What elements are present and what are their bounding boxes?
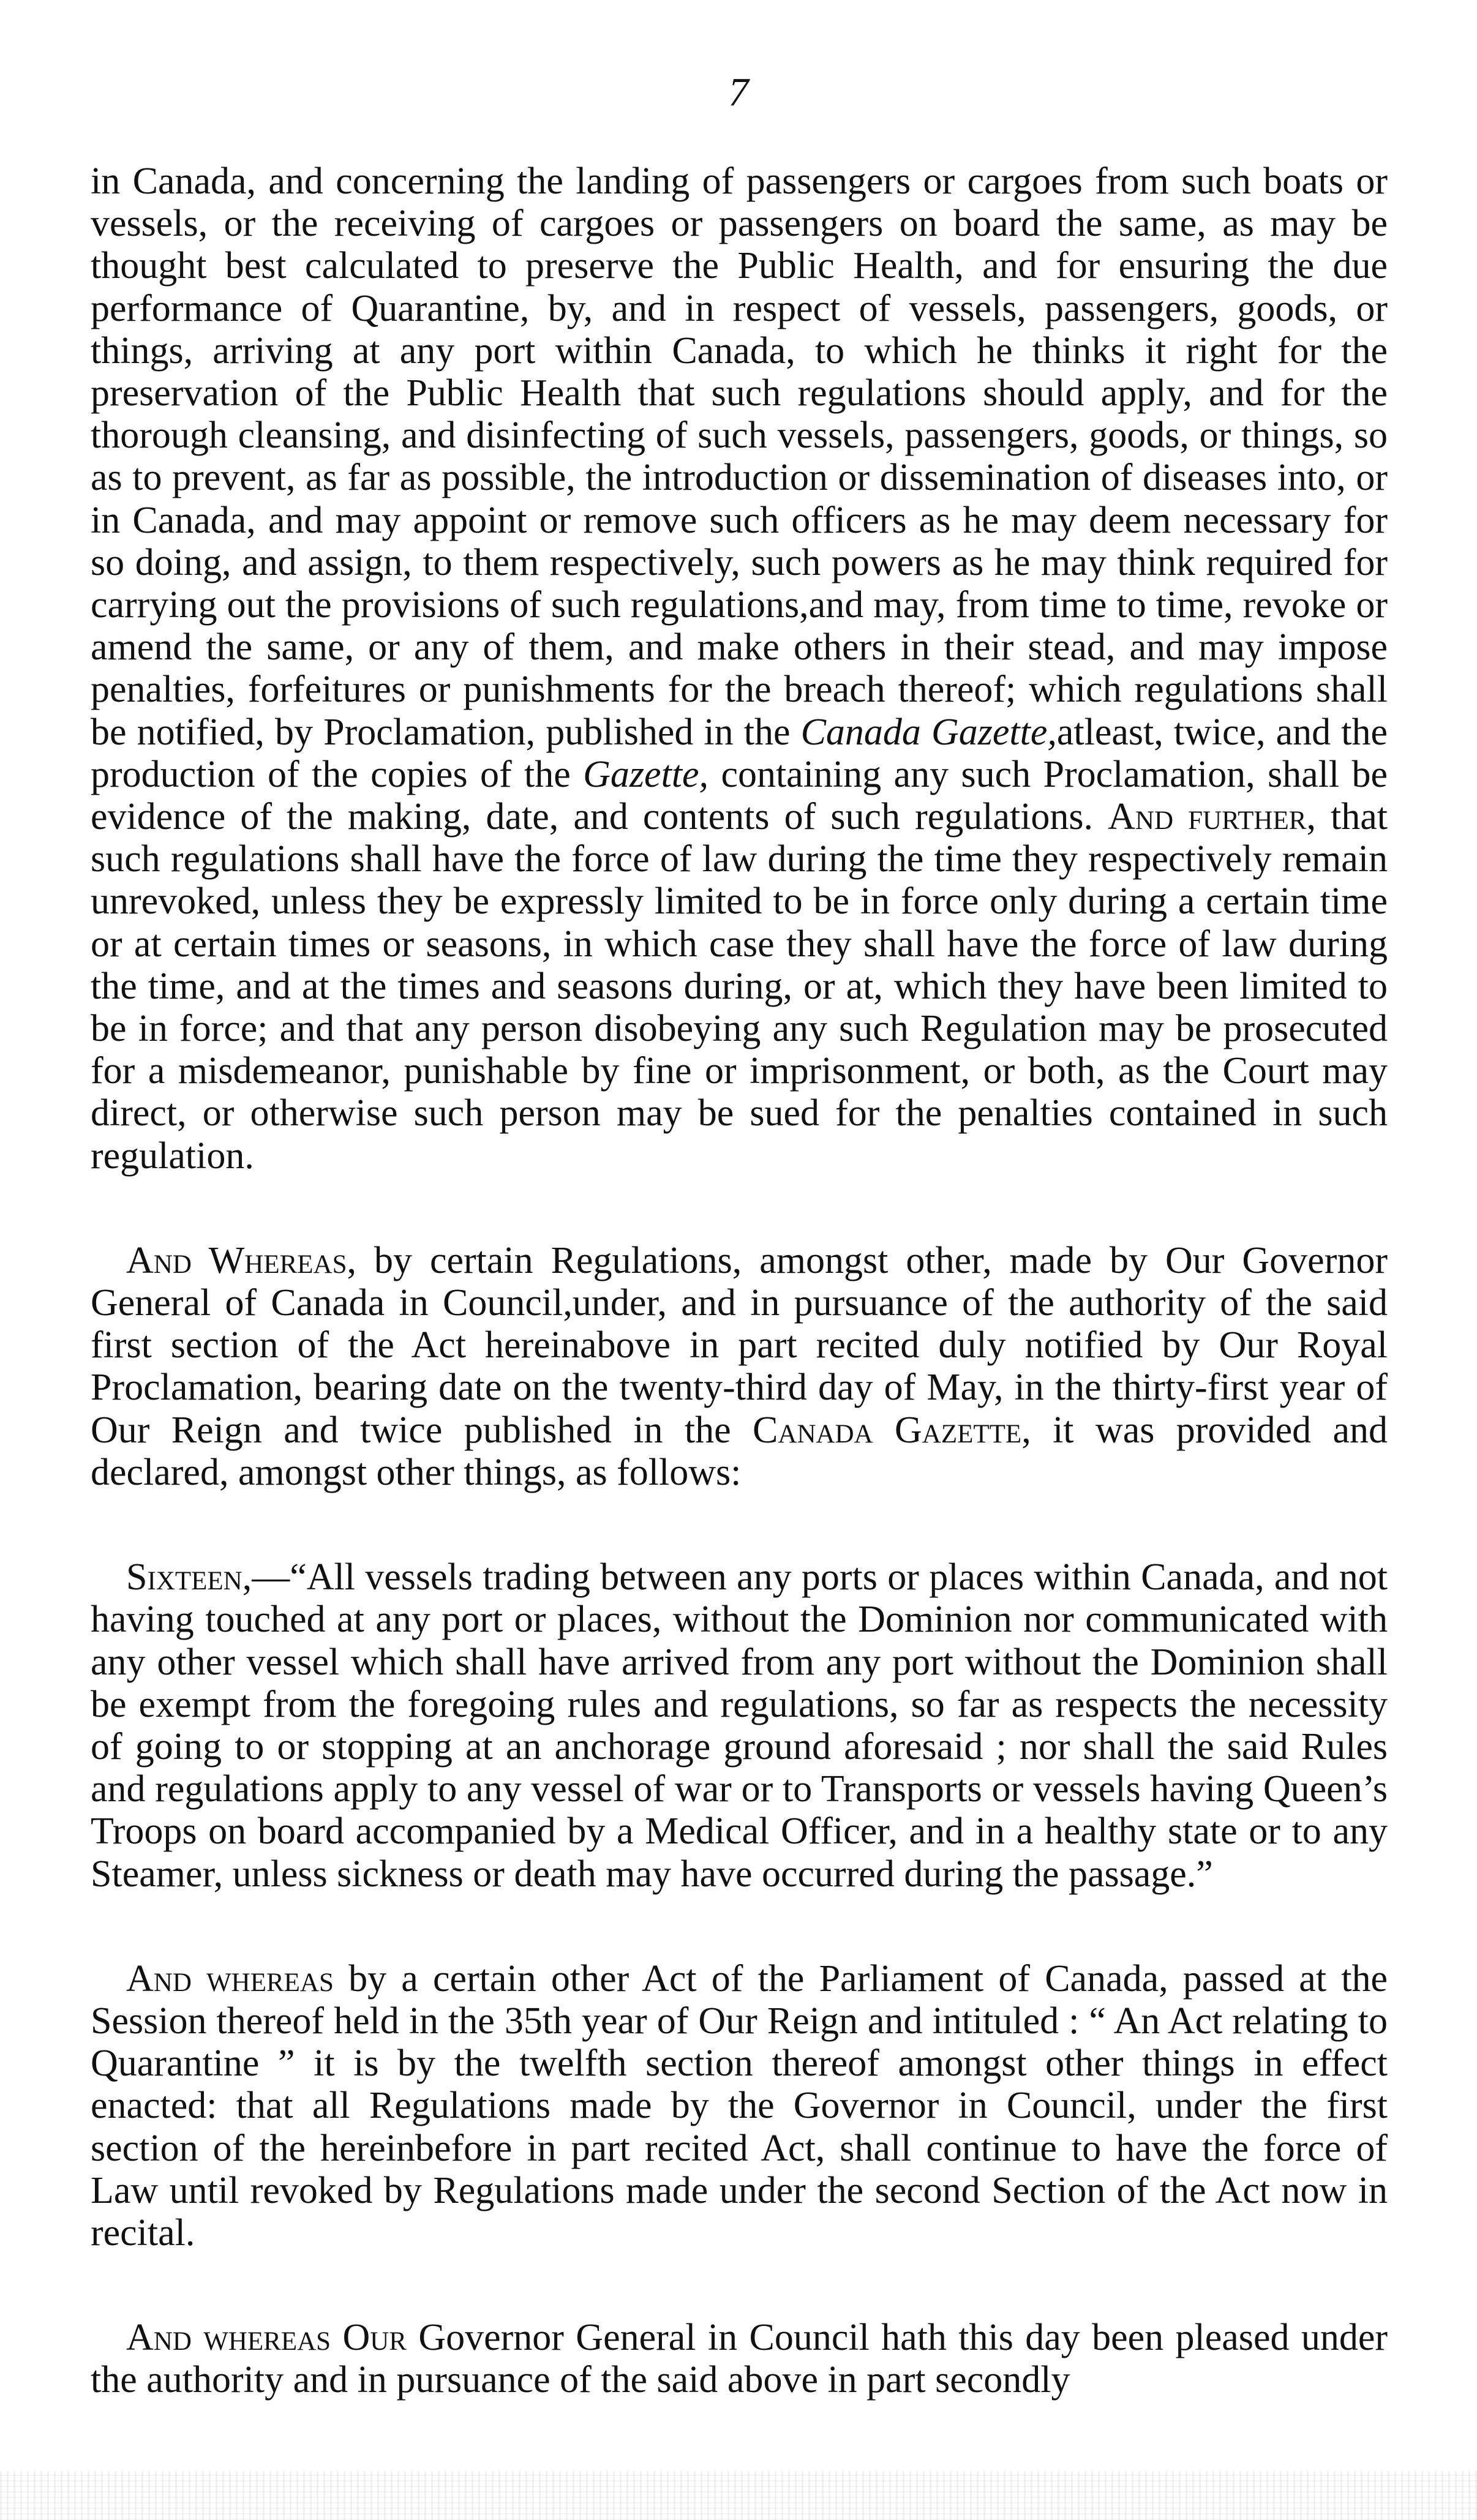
text-run: Governor General in Council hath this day been pleased under the authority and in pursuance of the said above in part secondly	[91, 2317, 1388, 2401]
text-run: , by certain Regulations, amongst other, made by Our Governor General of Canada in Council,under, and in pursuance of the authority of the said first section of the Act hereinabove in part recited duly notified by Our Royal Proclamation, bearing date on the twenty-third day of May, in the thirty-first year of Our Reign and twice published in the	[91, 1239, 1388, 1451]
text-run: ,—“All vessels trading between any ports or places within Canada, and not having touched at any port or places, without the Dominion nor communicated with any other vessel which shall have arrived from any port without the Dominion shall be exempt from the foregoing rules and regulations, so far as respects the necessity of going to or stopping at an anchorage ground aforesaid ; nor shall the said Rules and regulations apply to any vessel of war or to Transports or vessels having Queen’s Troops on board accompanied by a Medical Officer, and in a healthy state or to any Steamer, unless sickness or death may have occurred during the passage.”	[91, 1556, 1388, 1895]
small-caps-heading: And further	[1108, 796, 1307, 838]
italic-title-canada-gazette: Canada Gazette,	[800, 711, 1057, 753]
sixteen-paragraph	[91, 1556, 1388, 1896]
small-caps-heading: And whereas Our	[126, 2317, 407, 2359]
text-run: , that such regulations shall have the force of law during the time they respectively remain unrevoked, unless they be expressly limited to be in force only during a certain time or at certain times or seasons, in which case they shall have the force of law during the time, and at the times and seasons during, or at, which they have been limited to be in force; and that any person disobeying any such Regulation may be prosecuted for a misdemeanor, punishable by fine or imprisonment, or both, as the Court may direct, or otherwise such person may be sued for the penalties contained in such regulation.	[91, 796, 1388, 1177]
text-run: in Canada, and concerning the landing of passengers or cargoes from such boats or vessels, or the receiving of cargoes or passengers on board the same, as may be thought best calculated to preserve the Public Health, and for ensuring the due performance of Quarantine, by, and in respect of vessels, passengers, goods, or things, arriving at any port within Canada, to which he thinks it right for the preservation of the Public Health that such regulations should apply, and for the thorough cleansing, and disinfecting of such vessels, passengers, goods, or things, so as to prevent, as far as possible, the introduction or dissemination of diseases into, or in Canada, and may appoint or remove such officers as he may deem necessary for so doing, and assign, to them respectively, such powers as he may think required for carrying out the provisions of such regulations,and may, from time to time, revoke or amend the same, or any of them, and make others in their stead, and may impose penalties, forfeitures or punishments for the breach thereof; which regulations shall be notified, by Proclamation, published in the	[91, 160, 1388, 753]
paragraph-gap	[91, 2254, 1388, 2317]
paragraph-gap	[91, 1494, 1388, 1556]
small-caps-gazette: Canada Gazette	[753, 1409, 1022, 1451]
text-run: containing any such Proclamation, shall be evidence of the making, date, and contents of such regulations.	[91, 753, 1388, 838]
text-run: , it was provided and declared, amongst other things, as follows:	[91, 1409, 1388, 1493]
paragraph-gap	[91, 1896, 1388, 1958]
text-run: atleast, twice, and the production of the copies of the	[91, 711, 1388, 795]
whereas-paragraph-3	[91, 2317, 1388, 2401]
document-body	[91, 160, 1388, 2402]
small-caps-heading: And Whereas	[126, 1239, 347, 1281]
scan-noise-strip	[0, 2471, 1477, 2520]
paragraph-gap	[91, 1177, 1388, 1240]
italic-title-gazette: Gazette,	[583, 753, 709, 795]
continuation-paragraph	[91, 160, 1388, 1177]
whereas-paragraph-1	[91, 1240, 1388, 1494]
page-number: 7	[728, 70, 749, 114]
small-caps-heading: Sixteen	[126, 1556, 242, 1599]
whereas-paragraph-2	[91, 1958, 1388, 2254]
small-caps-heading: And whereas	[126, 1957, 334, 2000]
text-run: by a certain other Act of the Parliament of Canada, passed at the Session thereof held in the 35th year of Our Reign and intituled : “ An Act relating to Quarantine ” it is by the twelfth section thereof amongst other things in effect enacted: that all Regulations made by the Governor in Council, under the first section of the hereinbefore in part recited Act, shall continue to have the force of Law until revoked by Regulations made under the second Section of the Act now in recital.	[91, 1957, 1388, 2254]
